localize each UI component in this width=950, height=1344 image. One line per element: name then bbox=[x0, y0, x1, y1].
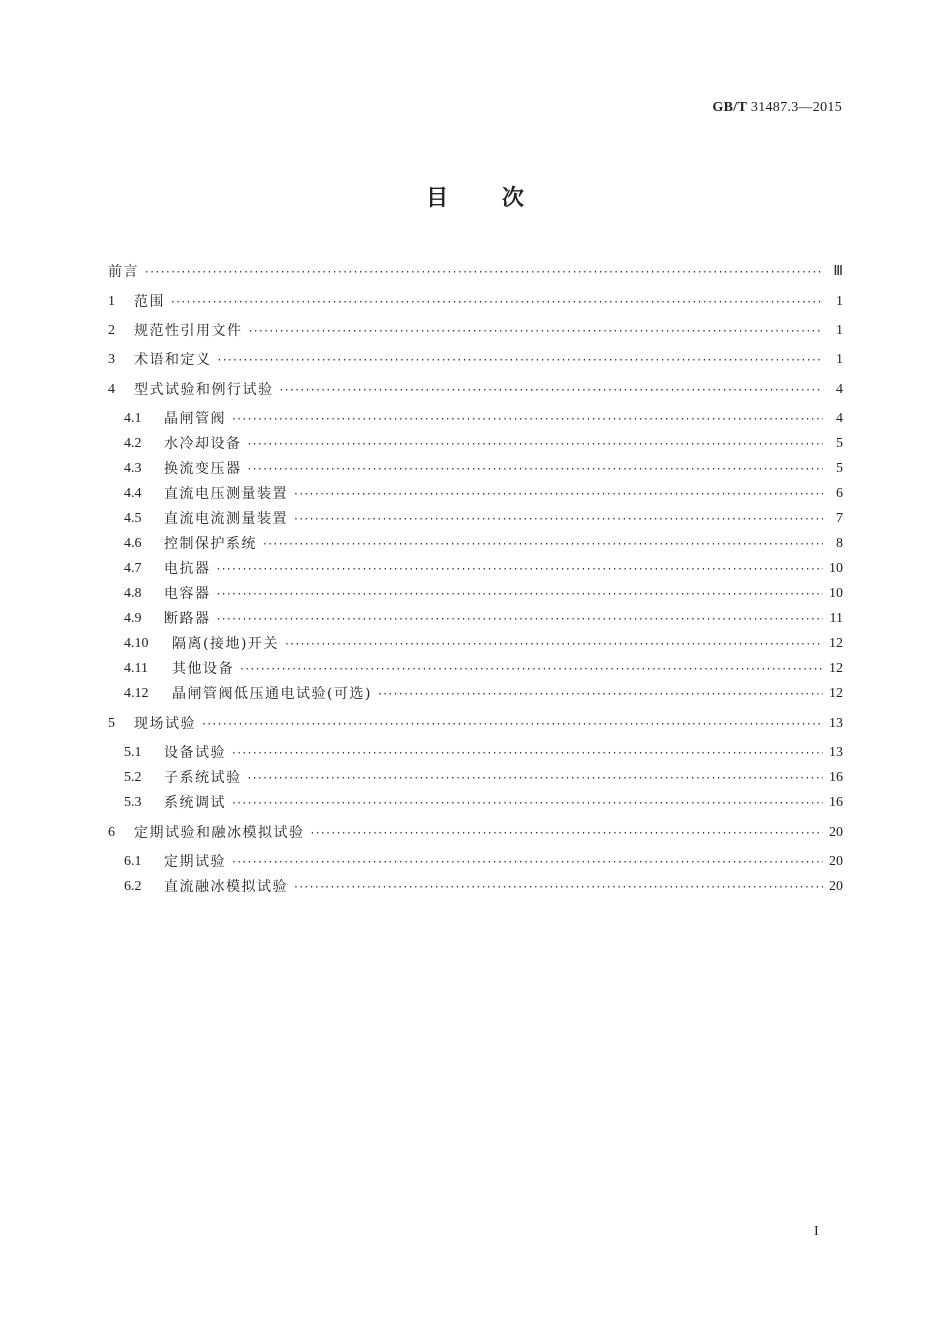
toc-entry-page: 16 bbox=[829, 795, 843, 810]
toc-dot-leader bbox=[378, 684, 823, 704]
toc-entry[interactable] bbox=[124, 434, 843, 454]
toc-entry-label: 电容器 bbox=[164, 586, 211, 602]
toc-entry-page: 5 bbox=[836, 461, 843, 476]
toc-entry-number: 5 bbox=[108, 716, 115, 731]
toc-entry[interactable] bbox=[124, 609, 843, 629]
toc-dot-leader bbox=[232, 793, 823, 813]
toc-entry-page: 12 bbox=[829, 636, 843, 651]
toc-entry[interactable] bbox=[124, 877, 843, 897]
toc-title: 目 次 bbox=[426, 186, 524, 211]
toc-entry[interactable] bbox=[124, 459, 843, 479]
toc-entry-label: 其他设备 bbox=[172, 661, 234, 677]
toc-entry-number: 4.8 bbox=[124, 586, 142, 601]
toc-entry[interactable] bbox=[124, 409, 843, 429]
toc-dot-leader bbox=[311, 823, 824, 843]
toc-entry-label: 晶闸管阀低压通电试验(可选) bbox=[172, 686, 372, 702]
toc-entry-page: 7 bbox=[836, 511, 843, 526]
toc-entry-label: 直流电流测量装置 bbox=[164, 511, 288, 527]
toc-entry[interactable] bbox=[124, 768, 843, 788]
toc-entry-label: 设备试验 bbox=[164, 745, 226, 761]
toc-dot-leader bbox=[232, 852, 823, 872]
toc-entry-number: 4.1 bbox=[124, 411, 142, 426]
toc-entry-page: 1 bbox=[836, 352, 843, 367]
toc-entry-label: 子系统试验 bbox=[164, 770, 242, 786]
toc-entry-page: 13 bbox=[829, 716, 843, 731]
toc-entry-label: 定期试验和融冰模拟试验 bbox=[134, 825, 305, 841]
toc-entry-number: 4.5 bbox=[124, 511, 142, 526]
toc-entry-label: 现场试验 bbox=[134, 716, 196, 732]
toc-entry-page: Ⅲ bbox=[833, 264, 843, 279]
toc-entry-page: 10 bbox=[829, 561, 843, 576]
toc-entry-number: 6.2 bbox=[124, 879, 142, 894]
toc-entry-page: 12 bbox=[829, 686, 843, 701]
toc-dot-leader bbox=[248, 434, 824, 454]
toc-entry-label: 直流电压测量装置 bbox=[164, 486, 288, 502]
toc-dot-leader bbox=[263, 534, 823, 554]
toc-entry-number: 4.4 bbox=[124, 486, 142, 501]
toc-entry[interactable] bbox=[108, 823, 843, 843]
toc-entry-page: 6 bbox=[836, 486, 843, 501]
toc-entry[interactable] bbox=[124, 659, 843, 679]
toc-entry-label: 规范性引用文件 bbox=[134, 323, 243, 339]
toc-dot-leader bbox=[232, 409, 823, 429]
toc-entry-page: 1 bbox=[836, 323, 843, 338]
toc-entry[interactable] bbox=[108, 714, 843, 734]
toc-entry[interactable] bbox=[124, 684, 843, 704]
toc-entry-number: 2 bbox=[108, 323, 115, 338]
toc-entry-number: 4 bbox=[108, 382, 115, 397]
toc-dot-leader bbox=[294, 877, 823, 897]
toc-dot-leader bbox=[294, 509, 823, 529]
toc-entry-label: 电抗器 bbox=[164, 561, 211, 577]
toc-entry[interactable] bbox=[124, 634, 843, 654]
toc-entry[interactable] bbox=[124, 509, 843, 529]
toc-entry-page: 12 bbox=[829, 661, 843, 676]
toc-entry[interactable] bbox=[108, 292, 843, 312]
toc-entry[interactable] bbox=[124, 793, 843, 813]
toc-entry[interactable] bbox=[124, 852, 843, 872]
toc-entry-page: 20 bbox=[829, 879, 843, 894]
toc-entry-page: 4 bbox=[836, 411, 843, 426]
toc-entry[interactable] bbox=[124, 584, 843, 604]
toc-entry-label: 水冷却设备 bbox=[164, 436, 242, 452]
toc-entry-page: 8 bbox=[836, 536, 843, 551]
toc-dot-leader bbox=[248, 459, 824, 479]
toc-dot-leader bbox=[248, 768, 824, 788]
toc-entry-page: 10 bbox=[829, 586, 843, 601]
toc-dot-leader bbox=[280, 380, 824, 400]
toc-entry-label: 控制保护系统 bbox=[164, 536, 257, 552]
toc-entry-page: 4 bbox=[836, 382, 843, 397]
toc-entry[interactable] bbox=[124, 534, 843, 554]
toc-entry-page: 20 bbox=[829, 854, 843, 869]
standard-number: 31487.3—2015 bbox=[750, 100, 842, 115]
toc-entry-number: 4.3 bbox=[124, 461, 142, 476]
toc-entry[interactable] bbox=[108, 262, 843, 282]
toc-dot-leader bbox=[217, 584, 824, 604]
toc-entry-number: 4.2 bbox=[124, 436, 142, 451]
toc-entry-label: 前言 bbox=[108, 264, 139, 280]
toc-dot-leader bbox=[285, 634, 823, 654]
toc-entry-label: 断路器 bbox=[164, 611, 211, 627]
toc-entry-page: 5 bbox=[836, 436, 843, 451]
toc-entry-number: 1 bbox=[108, 294, 115, 309]
toc-entry-page: 1 bbox=[836, 294, 843, 309]
toc-dot-leader bbox=[202, 714, 823, 734]
toc-entry[interactable] bbox=[108, 380, 843, 400]
toc-entry-number: 3 bbox=[108, 352, 115, 367]
toc-entry-label: 系统调试 bbox=[164, 795, 226, 811]
toc-entry[interactable] bbox=[124, 559, 843, 579]
toc-dot-leader bbox=[249, 321, 824, 341]
toc-entry-number: 4.12 bbox=[124, 686, 149, 701]
toc-dot-leader bbox=[240, 659, 823, 679]
toc-entry-label: 定期试验 bbox=[164, 854, 226, 870]
toc-entry-number: 5.3 bbox=[124, 795, 142, 810]
toc-entry-page: 11 bbox=[829, 611, 843, 626]
toc-entry-label: 换流变压器 bbox=[164, 461, 242, 477]
toc-entry[interactable] bbox=[108, 350, 843, 370]
toc-entry-number: 4.9 bbox=[124, 611, 142, 626]
toc-entry-number: 4.10 bbox=[124, 636, 149, 651]
toc-entry-number: 6.1 bbox=[124, 854, 142, 869]
toc-entry-number: 4.6 bbox=[124, 536, 142, 551]
toc-entry[interactable] bbox=[124, 484, 843, 504]
toc-dot-leader bbox=[145, 262, 823, 282]
toc-entry-page: 16 bbox=[829, 770, 843, 785]
toc-entry-label: 范围 bbox=[134, 294, 165, 310]
toc-entry-label: 型式试验和例行试验 bbox=[134, 382, 274, 398]
toc-entry-label: 术语和定义 bbox=[134, 352, 212, 368]
toc-dot-leader bbox=[171, 292, 823, 312]
toc-entry-label: 晶闸管阀 bbox=[164, 411, 226, 427]
toc-dot-leader bbox=[217, 609, 824, 629]
toc-entry-page: 20 bbox=[829, 825, 843, 840]
toc-dot-leader bbox=[218, 350, 824, 370]
toc-entry-number: 4.11 bbox=[124, 661, 148, 676]
toc-entry-number: 6 bbox=[108, 825, 115, 840]
toc-dot-leader bbox=[294, 484, 823, 504]
toc-entry[interactable] bbox=[124, 743, 843, 763]
toc-entry-page: 13 bbox=[829, 745, 843, 760]
standard-prefix: GB/T bbox=[712, 100, 748, 115]
standard-code bbox=[712, 100, 842, 116]
toc-dot-leader bbox=[217, 559, 824, 579]
toc-entry-number: 4.7 bbox=[124, 561, 142, 576]
toc-entry-label: 直流融冰模拟试验 bbox=[164, 879, 288, 895]
toc-dot-leader bbox=[232, 743, 823, 763]
page-number: I bbox=[814, 1224, 819, 1239]
toc-entry-label: 隔离(接地)开关 bbox=[172, 636, 279, 652]
toc-entry-number: 5.1 bbox=[124, 745, 142, 760]
toc-entry-number: 5.2 bbox=[124, 770, 142, 785]
toc-entry[interactable] bbox=[108, 321, 843, 341]
